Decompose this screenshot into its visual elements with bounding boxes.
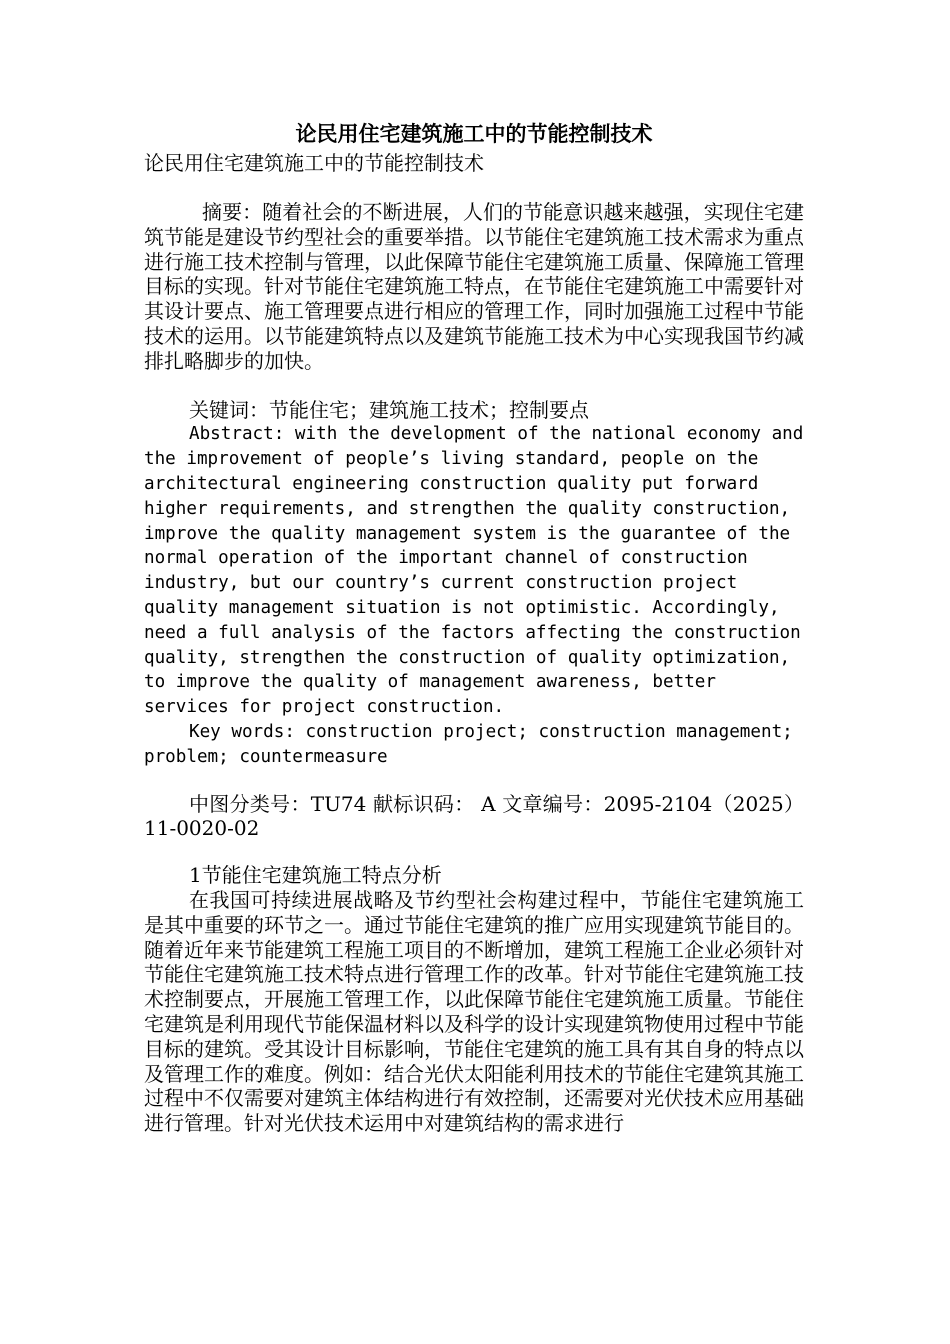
document-subtitle: 论民用住宅建筑施工中的节能控制技术 bbox=[144, 151, 484, 175]
classification-info: 中图分类号：TU74 献标识码： A 文章编号：2095-2104（2025）11-0020-02 bbox=[144, 791, 804, 841]
section-1-heading: 1节能住宅建筑施工特点分析 bbox=[189, 863, 442, 888]
abstract-cn: 摘要：随着社会的不断进展，人们的节能意识越来越强，实现住宅建筑节能是建设节约型社会的重要举措。以节能住宅建筑施工技术需求为重点进行施工技术控制与管理，以此保障节能住宅建筑施工质量、保障施工管理目标的实现。针对节能住宅建筑施工特点，在节能住宅建筑施工中需要针对其设计要点、施工管理要点进行相应的管理工作，同时加强施工过程中节能技术的运用。以节能建筑特点以及建筑节能施工技术为中心实现我国节约减排扎略脚步的加快。 bbox=[144, 200, 804, 373]
abstract-en: Abstract: with the development of the national economy and the improvement of people’s living standard, people on the architectural engineering construction quality put forward higher requirements, and strengthen the quality construction, improve the quality management system is the guarantee of the normal operation of the important channel of construction industry, but our country’s current construction project quality management situation is not optimistic. Accordingly, need a full analysis of the factors affecting the construction quality, strengthen the construction of quality optimization, to improve the quality of management awareness, better services for project construction. bbox=[144, 424, 804, 718]
keywords-en: Key words: construction project; construction management; problem; countermeasure bbox=[144, 721, 793, 767]
document-title: 论民用住宅建筑施工中的节能控制技术 bbox=[295, 121, 653, 146]
section-1-body: 在我国可持续进展战略及节约型社会构建过程中，节能住宅建筑施工是其中重要的环节之一。通过节能住宅建筑的推广应用实现建筑节能目的。随着近年来节能建筑工程施工项目的不断增加，建筑工程施工企业必须针对节能住宅建筑施工技术特点进行管理工作的改革。针对节能住宅建筑施工技术控制要点，开展施工管理工作，以此保障节能住宅建筑施工质量。节能住宅建筑是利用现代节能保温材料以及科学的设计实现建筑物使用过程中节能目标的建筑。受其设计目标影响，节能住宅建筑的施工具有其自身的特点以及管理工作的难度。例如：结合光伏太阳能利用技术的节能住宅建筑其施工过程中不仅需要对建筑主体结构进行有效控制，还需要对光伏技术应用基础进行管理。针对光伏技术运用中对建筑结构的需求进行 bbox=[144, 887, 804, 1136]
document-page bbox=[144, 118, 804, 1136]
keywords-cn: 关键词：节能住宅；建筑施工技术；控制要点 bbox=[189, 397, 589, 422]
